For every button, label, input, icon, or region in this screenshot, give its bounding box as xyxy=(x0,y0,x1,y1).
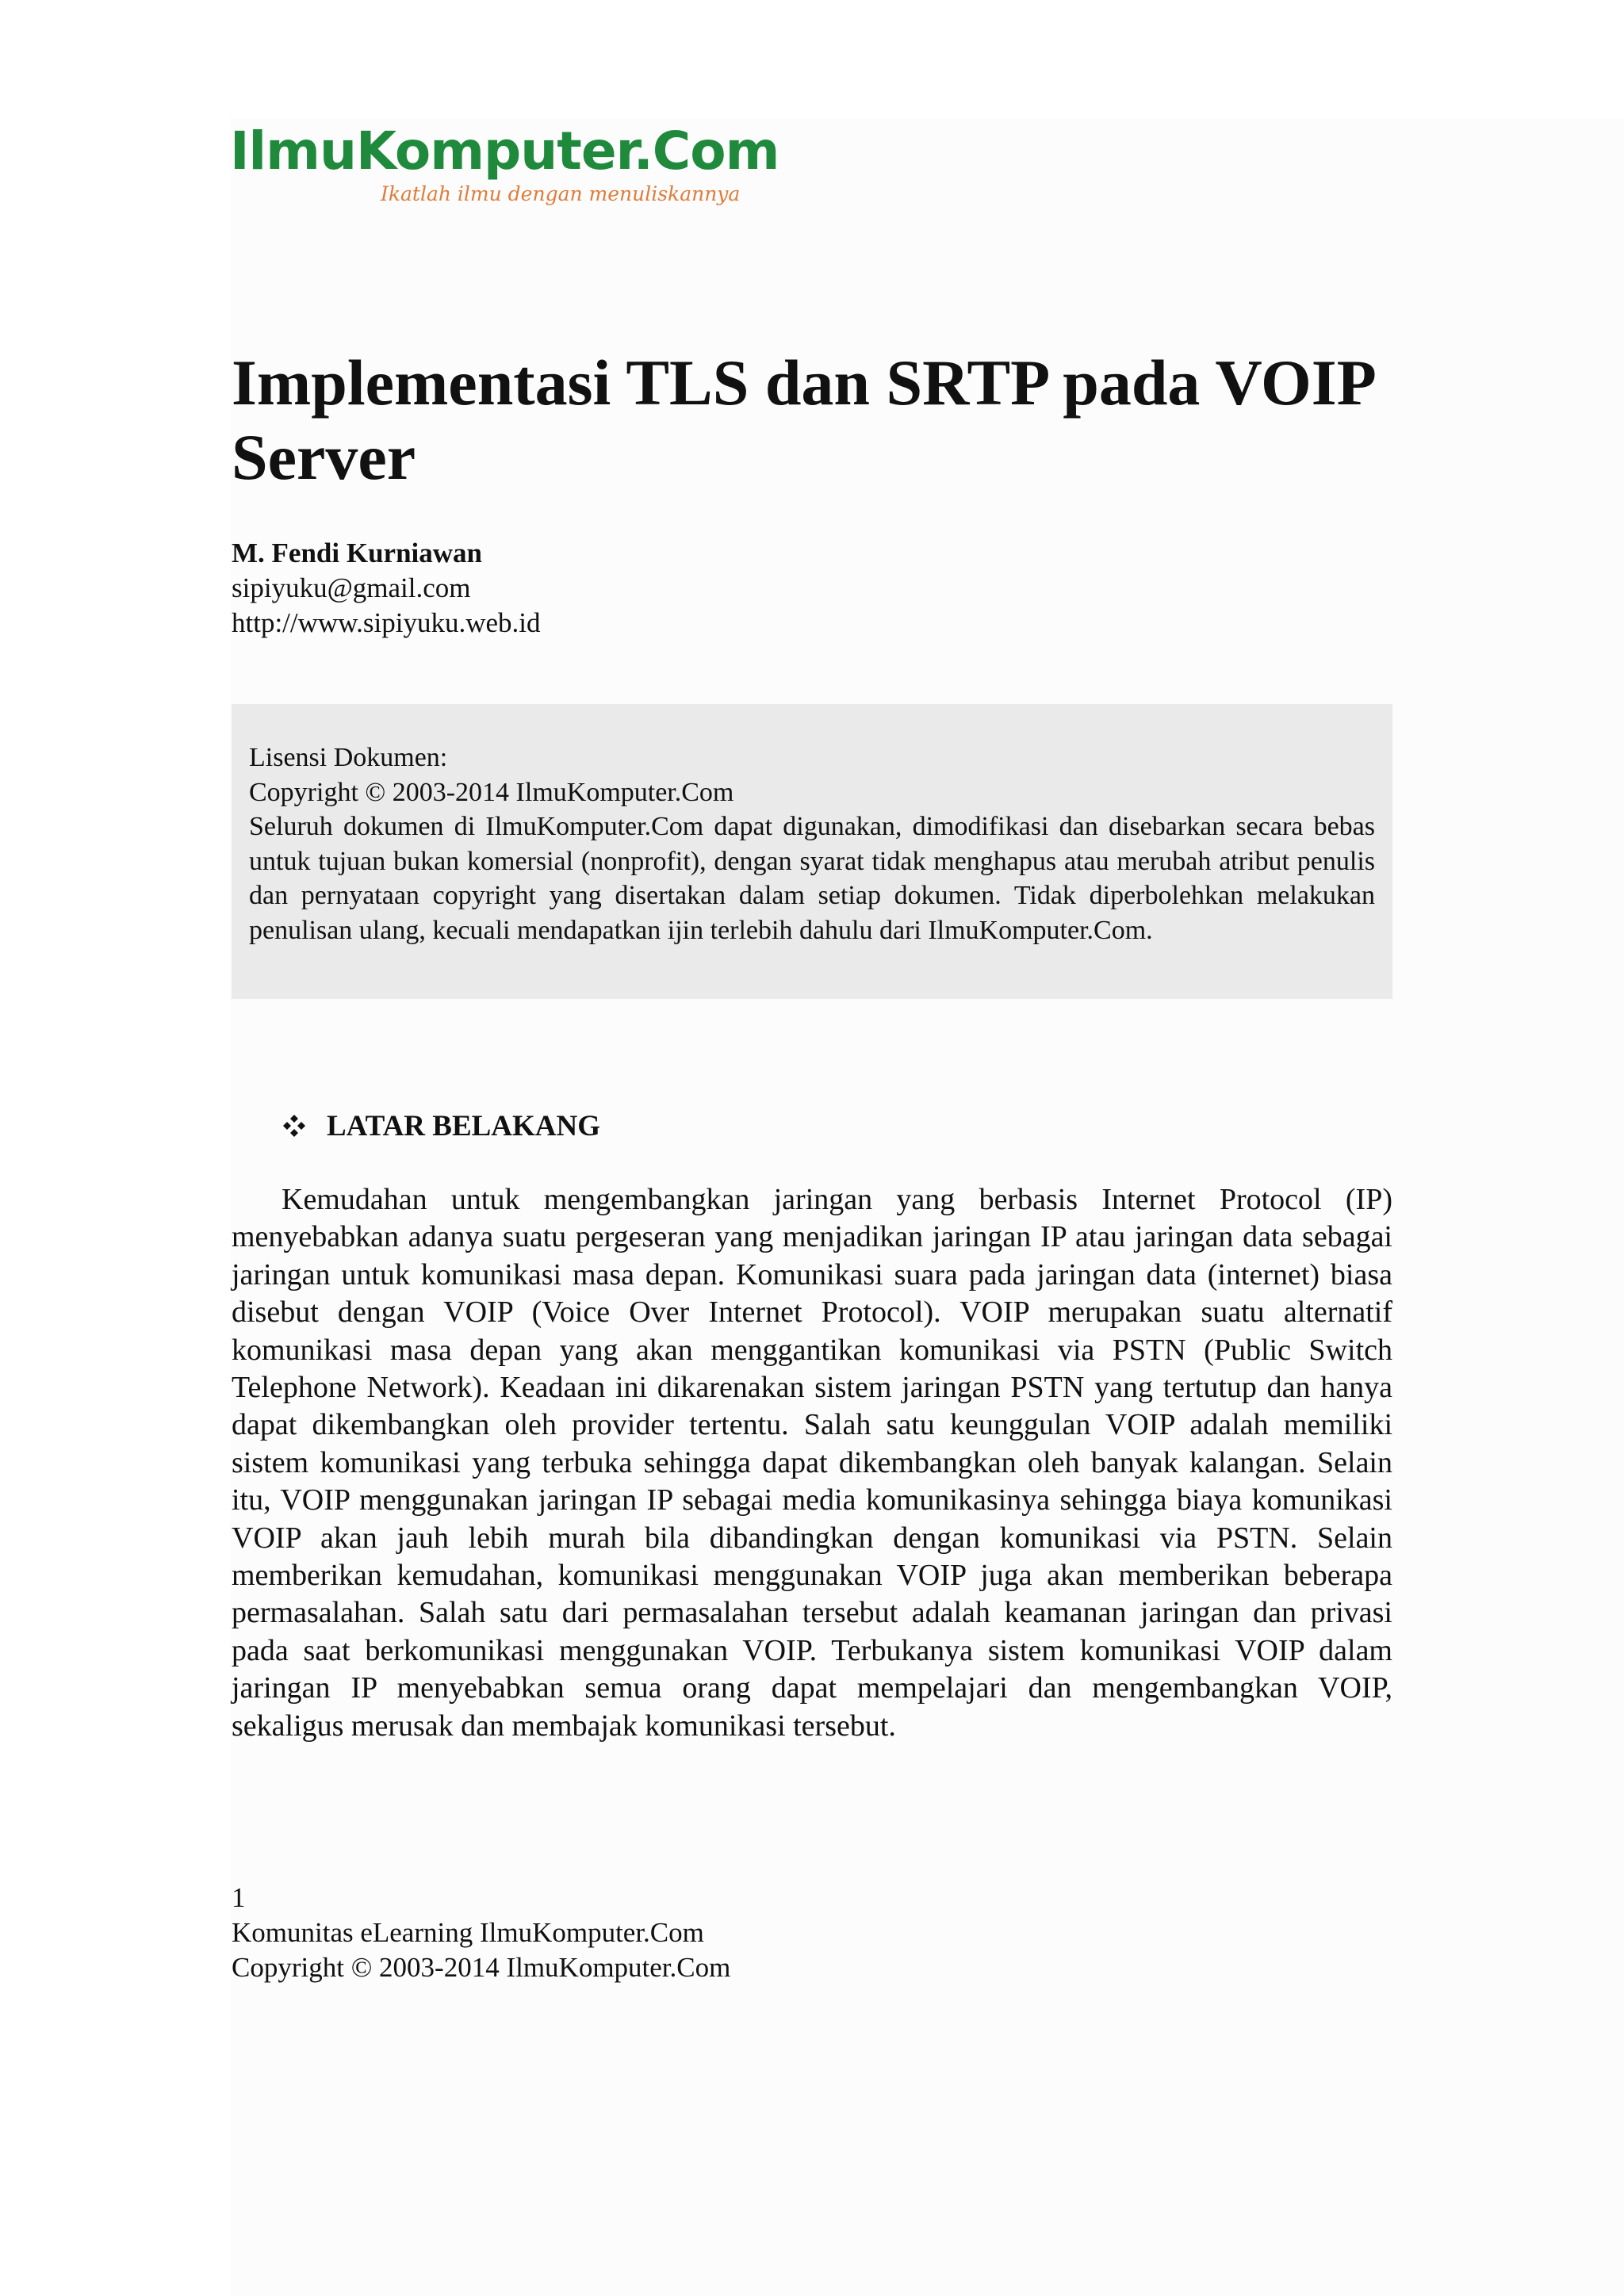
section-heading-text: LATAR BELAKANG xyxy=(327,1110,601,1142)
section-heading xyxy=(282,1107,600,1146)
body-paragraph: Kemudahan untuk mengembangkan jaringan yang berbasis Internet Protocol (IP) menyebabkan adanya suatu pergeseran yang menjadikan jaringan IP atau jaringan data sebagai jaringan untuk komunikasi masa depan. Komunikasi suara pada jaringan data (internet) biasa disebut dengan VOIP (Voice Over Internet Protocol). VOIP merupakan suatu alternatif komunikasi masa depan yang akan menggantikan komunikasi via PSTN (Public Switch Telephone Network). Keadaan ini dikarenakan sistem jaringan PSTN yang tertutup dan hanya dapat dikembangkan oleh provider tertentu. Salah satu keunggulan VOIP adalah memiliki sistem komunikasi yang terbuka sehingga dapat dikembangkan oleh banyak kalangan. Selain itu, VOIP menggunakan jaringan IP sebagai media komunikasinya sehingga biaya komunikasi VOIP akan jauh lebih murah bila dibandingkan dengan komunikasi via PSTN. Selain memberikan kemudahan, komunikasi menggunakan VOIP juga akan memberikan beberapa permasalahan. Salah satu dari permasalahan tersebut adalah keamanan jaringan dan privasi pada saat berkomunikasi menggunakan VOIP. Terbukanya sistem komunikasi VOIP dalam jaringan IP menyebabkan semua orang dapat mempelajari dan mengembangkan VOIP, sekaligus merusak dan membajak komunikasi tersebut. xyxy=(232,1183,1392,1743)
footer-community: Komunitas eLearning IlmuKomputer.Com xyxy=(232,1917,704,1948)
author-name: M. Fendi Kurniawan xyxy=(232,538,483,568)
document-title: Implementasi TLS dan SRTP pada VOIP Server xyxy=(232,346,1373,493)
site-logo xyxy=(230,119,779,222)
license-body: Seluruh dokumen di IlmuKomputer.Com dapat digunakan, dimodifikasi dan disebarkan secara bebas untuk tujuan bukan komersial (nonprofit), dengan syarat tidak menghapus atau merubah atribut penulis dan pernyataan copyright yang disertakan dalam setiap dokumen. Tidak diperbolehkan melakukan penulisan ulang, kecuali mendapatkan ijin terlebih dahulu dari IlmuKomputer.Com. xyxy=(249,812,1375,945)
page-number: 1 xyxy=(232,1882,246,1913)
logo-wordmark: IlmuKomputer.Com xyxy=(230,121,779,182)
license-box xyxy=(232,704,1392,999)
footer-copyright: Copyright © 2003-2014 IlmuKomputer.Com xyxy=(232,1952,731,1983)
author-email: sipiyuku@gmail.com xyxy=(232,572,471,603)
license-heading: Lisensi Dokumen: xyxy=(249,743,448,772)
license-copyright: Copyright © 2003-2014 IlmuKomputer.Com xyxy=(249,777,734,807)
author-website: http://www.sipiyuku.web.id xyxy=(232,607,541,638)
page-footer xyxy=(232,1881,730,1985)
logo-tagline: Ikatlah ilmu dengan menuliskannya xyxy=(381,182,741,205)
diamond-bullet-icon xyxy=(282,1109,306,1133)
author-block xyxy=(232,536,541,641)
